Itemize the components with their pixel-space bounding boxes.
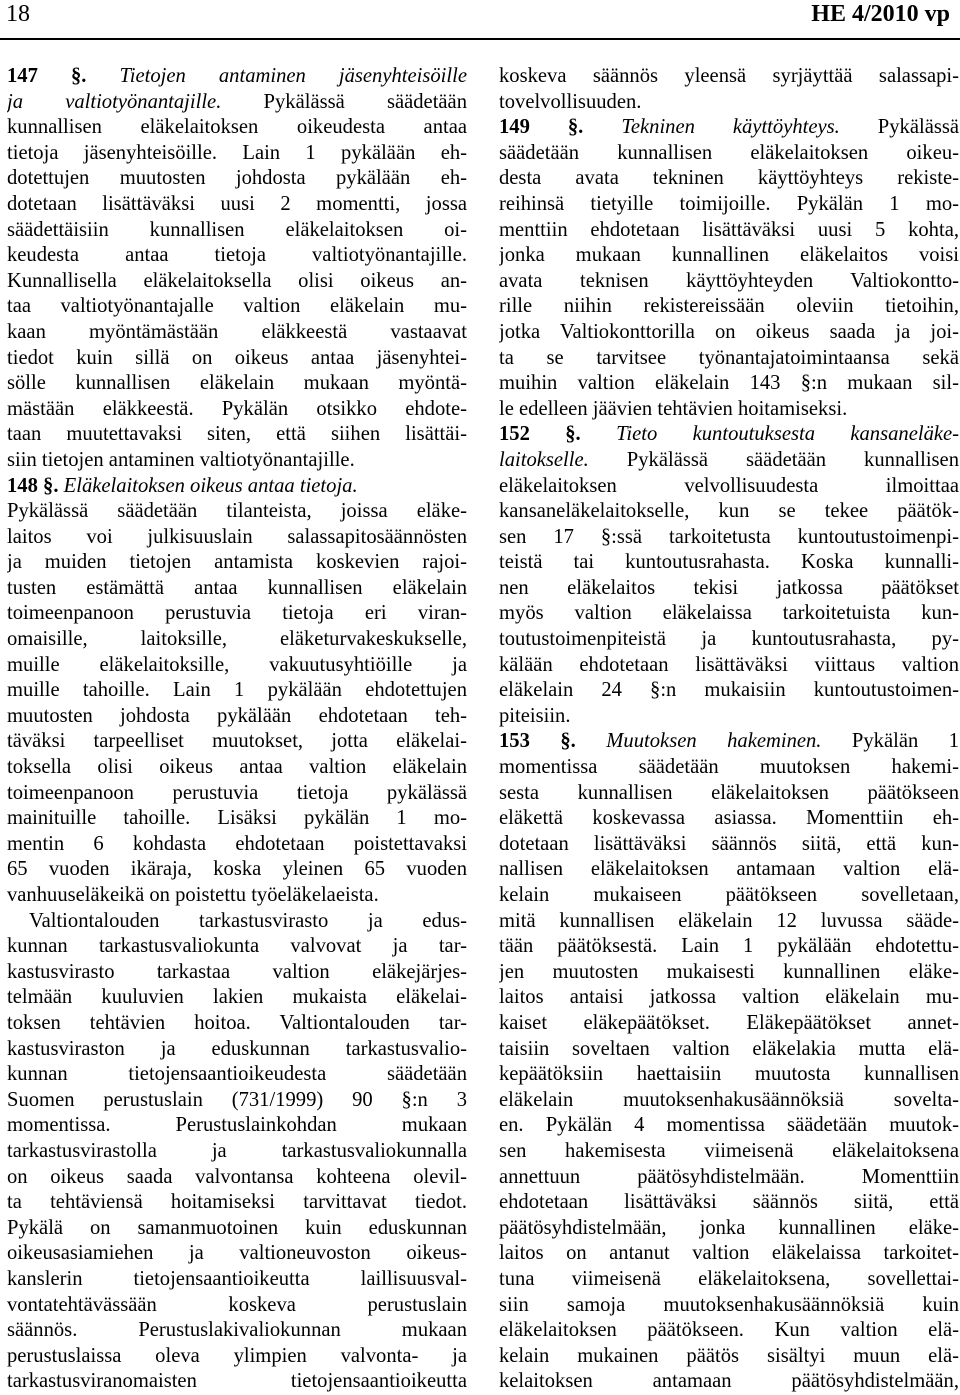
text-line: toksen tehtävien hoitoa. Valtiontalouden tar- — [7, 1011, 467, 1034]
text-line: säädetään kunnallisen eläkelaitoksen oikeu- — [499, 141, 959, 164]
text-line: 65 vuoden ikäraja, koska yleinen 65 vuoden — [7, 858, 467, 881]
section-heading — [499, 115, 959, 141]
text-line: Pykälässä säädetään tilanteista, joissa eläke- — [7, 500, 467, 523]
document-id: HE 4/2010 vp — [811, 1, 950, 27]
header-rule — [0, 38, 960, 40]
section-title-continued: laitokselle. — [499, 448, 589, 471]
text-line: tiedot kuin sillä on oikeus antaa jäsenyhtei- — [7, 346, 467, 369]
section-symbol: §. — [70, 65, 87, 87]
text-line: oikeusasiamiehen ja valtioneuvoston oikeus- — [7, 1242, 467, 1265]
text-line: telmään kuuluvien lakien mukaista eläkelai- — [7, 986, 467, 1009]
text-line: muihin valtion eläkelain 143 §:n mukaan sil- — [499, 372, 959, 395]
text-line: kelaitoksen antamaan päätösyhdistelmään, — [499, 1370, 959, 1393]
text-line: toimeenpanoon perustuvia tietoja eri viran- — [7, 602, 467, 625]
section-body-start: Pykälässä — [839, 116, 959, 139]
text-line: taan muutettavaksi siten, että siihen lisättäi- — [7, 423, 467, 446]
page-number: 18 — [6, 1, 30, 27]
text-line: dotetaan lisättäväksi uusi 2 momentti, jossa — [7, 192, 467, 215]
text-line: laitos antaisi jatkossa valtion eläkelain mu- — [499, 986, 959, 1009]
section-title: Tekninen käyttöyhteys. — [621, 116, 840, 139]
text-line: ja muiden tietojen antamista koskevien rajoi- — [7, 551, 467, 574]
text-line: säännös. Perustuslakivaliokunnan mukaan — [7, 1319, 467, 1342]
text-line: kaiset eläkepäätökset. Eläkepäätökset annet- — [499, 1011, 959, 1034]
text-line — [7, 90, 467, 116]
section-symbol: §. — [565, 423, 581, 446]
text-line: kunnallisen eläkelaitoksen oikeudesta antaa — [7, 116, 467, 139]
section-number: 153 — [499, 730, 530, 753]
section-number: 148 — [7, 474, 38, 497]
text-line: täväksi tarpeelliset muutokset, jotta eläkelai- — [7, 730, 467, 753]
text-line: koskeva säännös yleensä syrjäyttää salassapi- — [499, 65, 959, 87]
right-column — [499, 64, 959, 1395]
text-line: toutustoimenpiteistä ja kuntoutusrahasta, py- — [499, 628, 959, 651]
text-line: eläkelain 24 §:n mukaisiin kuntoutustoimen- — [499, 679, 959, 702]
section-symbol: §. — [560, 730, 576, 753]
section-number: 147 — [7, 65, 38, 87]
text-line: taisiin soveltaen valtion eläkelakia mutta elä- — [499, 1037, 959, 1060]
section-body-start: Pykälässä säädetään — [221, 90, 467, 113]
text-line: teistä tai kuntoutusrahasta. Koska kunnalli- — [499, 551, 959, 574]
text-line: desta avata tekninen käyttöyhteys rekiste- — [499, 167, 959, 190]
section-title: Muutoksen hakeminen. — [606, 730, 822, 753]
text-line: dotetaan lisättäväksi säännös siitä, että kun- — [499, 832, 959, 855]
text-line: siin tietojen antaminen valtiotyönantajille. — [7, 448, 355, 471]
text-line: dotettujen muutosten johdosta pykälään eh- — [7, 167, 467, 190]
text-line: jen muutosten mukaisesti kunnallinen eläke- — [499, 960, 959, 983]
text-line: eläkettä koskevassa asiassa. Momenttiin eh- — [499, 807, 959, 830]
section-number: 152 — [499, 423, 530, 446]
section-heading — [499, 729, 959, 755]
text-line: toimeenpanoon perustuvia tietoja pykälässä — [7, 781, 467, 804]
text-line: mitä kunnallisen eläkelain 12 luvussa sääde- — [499, 909, 959, 932]
text-line: avata teknisen käyttöyhteyden Valtiokontto- — [499, 269, 959, 292]
text-line: eläkelaitoksen päätökseen. Kun valtion elä- — [499, 1319, 959, 1342]
text-line: kelain mukainen päätös sisältyi muun elä- — [499, 1344, 959, 1367]
text-line: sen hakemisesta viimeisenä eläkelaitoksena — [499, 1139, 959, 1162]
text-line: jonka mukaan kunnallinen eläkelaitos voisi — [499, 244, 959, 267]
text-line: omaisille, laitoksille, eläketurvakeskukselle, — [7, 628, 467, 651]
section-body-start: Pykälän 1 — [821, 730, 959, 753]
section-title: Eläkelaitoksen oikeus antaa tietoja. — [63, 474, 358, 497]
section-heading — [7, 64, 467, 90]
text-line: kunnan tietojensaantioikeudesta säädetään — [7, 1063, 467, 1086]
text-line: kepäätöksiin haettaisiin muutosta kunnallisen — [499, 1063, 959, 1086]
text-line: keudesta antaa tietoja valtiotyönantajille. — [7, 244, 467, 267]
text-line: tarkastusvirastolla ja tarkastusvaliokunnalla — [7, 1139, 467, 1162]
text-line: kaan myöntämästään eläkkeestä vastaavat — [7, 320, 467, 343]
text-line: le edelleen jäävien tehtävien hoitamiseksi. — [499, 397, 848, 420]
text-line: tietoja jäsenyhteisöille. Lain 1 pykälään eh- — [7, 141, 467, 164]
text-line: kelain mukaiseen päätökseen sovelletaan, — [499, 884, 959, 906]
text-line: vanhuuseläkeikä on poistettu työeläkelaeista. — [7, 884, 379, 906]
text-line: sölle kunnallisen eläkelain mukaan myöntä- — [7, 372, 467, 395]
text-line: en. Pykälän 4 momentissa säädetään muutok- — [499, 1114, 959, 1137]
text-line: Kunnallisella eläkelaitoksella olisi oikeus an- — [7, 269, 467, 292]
text-line: reihinsä tietyille toimijoille. Pykälän 1 mo- — [499, 192, 959, 215]
text-line: tuna viimeisenä eläkelaitoksena, sovellettai- — [499, 1267, 959, 1290]
text-line: tusten estämättä antaa kunnallisen eläkelain — [7, 576, 467, 599]
text-line: laitos voi julkisuuslain salassapitosäännösten — [7, 525, 467, 548]
text-line: mainituille tahoille. Lisäksi pykälän 1 mo- — [7, 807, 467, 830]
text-line: kastusviraston ja eduskunnan tarkastusvalio- — [7, 1037, 467, 1060]
text-line: ta se tarvitsee työnantajatoimintaansa sekä — [499, 346, 959, 369]
text-line: menttiin ehdotetaan lisättäväksi uusi 5 kohta, — [499, 218, 959, 241]
text-line: tovelvollisuuden. — [499, 90, 642, 113]
text-line: muille eläkelaitoksille, vakuutusyhtiöille ja — [7, 653, 467, 676]
text-line: jotka Valtiokonttorilla on oikeus saada ja joi- — [499, 320, 959, 343]
text-line: nallisen eläkelaitoksen antamaan valtion elä- — [499, 858, 959, 881]
text-line: annettuun päätösyhdistelmään. Momenttiin — [499, 1165, 959, 1188]
text-line: sesta kunnallisen eläkelaitoksen päätökseen — [499, 781, 959, 804]
text-line: on oikeus saada valvontansa kohteena olevil- — [7, 1165, 467, 1188]
text-line: perustuslaissa oleva ylimpien valvonta- ja — [7, 1344, 467, 1367]
section-title: Tieto kuntoutuksesta kansaneläke- — [616, 423, 959, 446]
text-line: laitos on antanut valtion eläkelaissa tarkoitet- — [499, 1242, 959, 1265]
text-line: vontatehtävässään koskeva perustuslain — [7, 1293, 467, 1316]
text-line: eläkelain muutoksenhakusäännöksiä sovelta- — [499, 1088, 959, 1111]
text-line: myös valtion eläkelaissa tarkoitetuista kun- — [499, 602, 959, 625]
text-line: kälään ehdotetaan lisättäväksi viittaus valtion — [499, 653, 959, 676]
text-line: rille niihin rekistereissään oleviin tietoihin, — [499, 295, 959, 318]
text-line: sen 17 §:ssä tarkoitetusta kuntoutustoimenpi- — [499, 525, 959, 548]
text-line: eläkelaitoksen velvollisuudesta ilmoittaa — [499, 474, 959, 497]
text-line: muutosten johdosta pykälään ehdotetaan teh- — [7, 704, 467, 727]
text-line: momentissa. Perustuslainkohdan mukaan — [7, 1114, 467, 1137]
text-line: tarkastusviranomaisten tietojensaantioikeutta — [7, 1370, 467, 1393]
section-body-start: Pykälässä säädetään kunnallisen — [588, 448, 959, 471]
section-title: Tietojen antaminen jäsenyhteisöille — [119, 65, 467, 87]
left-column — [7, 64, 467, 1395]
text-line: muille tahoille. Lain 1 pykälään ehdotettujen — [7, 679, 467, 702]
text-line: päätösyhdistelmään, jonka kunnallinen eläke- — [499, 1216, 959, 1239]
text-line — [499, 448, 959, 474]
section-symbol: §. — [567, 116, 584, 139]
text-line: Suomen perustuslain (731/1999) 90 §:n 3 — [7, 1088, 467, 1111]
text-line: tään päätöksestä. Lain 1 pykälään ehdotettu- — [499, 935, 959, 958]
text-line: ehdotetaan lisättäväksi säännös siitä, että — [499, 1191, 959, 1214]
text-line: kastusvirasto tarkastaa valtion eläkejärjes- — [7, 960, 467, 983]
text-line: ta tehtäviensä hoitamiseksi tarvittavat tiedot. — [7, 1191, 467, 1214]
text-line: säädettäisiin kunnallisen eläkelaitoksen oi- — [7, 218, 467, 241]
section-number: 149 — [499, 116, 530, 139]
text-line: toksella olisi oikeus antaa valtion eläkelain — [7, 756, 467, 779]
text-line: Pykälä on samanmuotoinen kuin eduskunnan — [7, 1216, 467, 1239]
text-line: kunnan tarkastusvaliokunta valvovat ja tar- — [7, 935, 467, 958]
text-line: mästään eläkkeestä. Pykälän otsikko ehdote- — [7, 397, 467, 420]
text-line: momentissa säädetään muutoksen hakemi- — [499, 756, 959, 779]
page-header — [0, 0, 960, 40]
text-line: siin samoja muutoksenhakusäännöksiä kuin — [499, 1293, 959, 1316]
text-line: Valtiontalouden tarkastusvirasto ja edus- — [29, 909, 467, 932]
text-line: mentin 6 kohdasta ehdotetaan poistettavaksi — [7, 832, 467, 855]
section-symbol: §. — [43, 474, 59, 497]
section-heading — [7, 474, 467, 500]
text-line: piteisiin. — [499, 704, 571, 727]
section-heading — [499, 422, 959, 448]
text-line: nen eläkelaitos tekisi jatkossa päätökset — [499, 576, 959, 599]
text-line: kanslerin tietojensaantioikeutta laillisuusval- — [7, 1267, 467, 1290]
text-line: taa valtiotyönantajalle valtion eläkelain mu- — [7, 295, 467, 318]
text-line: kansaneläkelaitokselle, kun se tekee päätök- — [499, 500, 959, 523]
section-title-continued: ja valtiotyönantajille. — [7, 90, 222, 113]
